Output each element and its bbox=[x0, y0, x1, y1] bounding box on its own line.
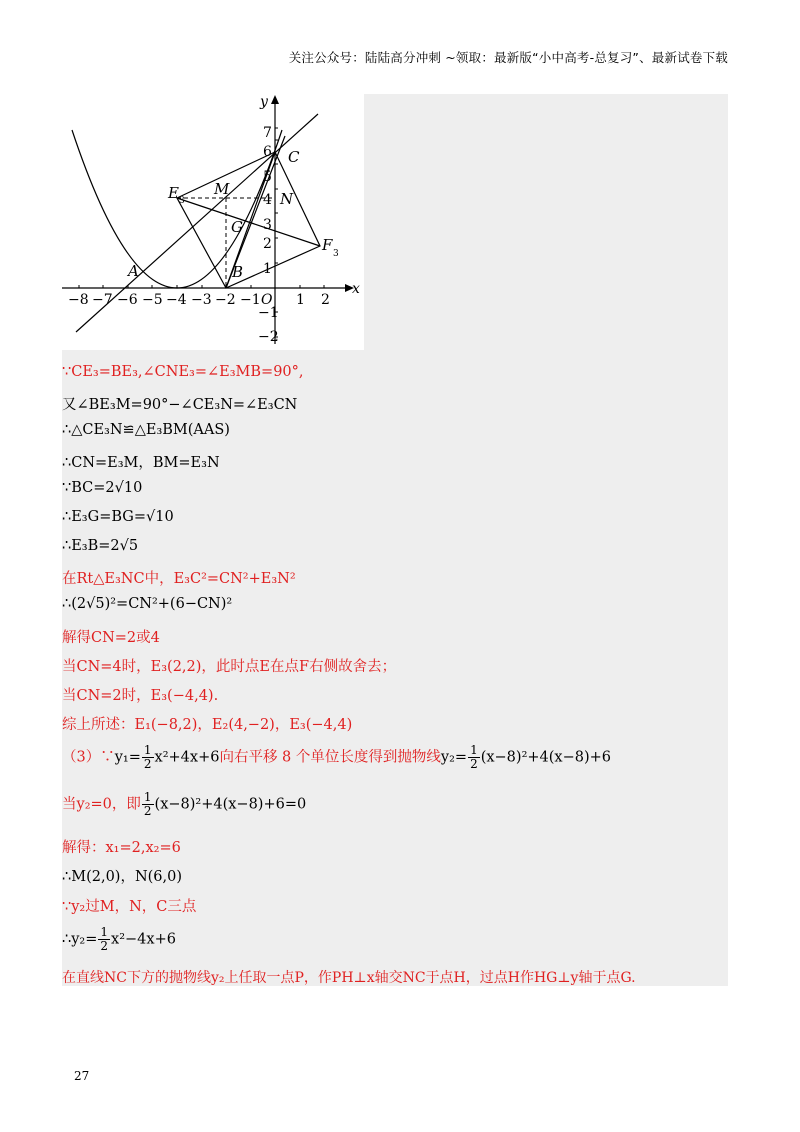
solution-line bbox=[62, 791, 306, 818]
x-tick-label: −4 bbox=[166, 292, 187, 308]
figure-background bbox=[364, 94, 728, 350]
y-tick-label: 7 bbox=[263, 125, 272, 141]
math-text: (x−8)²+4(x−8)+6=0 bbox=[154, 796, 307, 813]
y-tick-label: 2 bbox=[263, 236, 272, 252]
point-f3-subscript: 3 bbox=[333, 249, 339, 259]
x-tick-label: −7 bbox=[92, 292, 113, 308]
solution-line: 解得：x₁=2,x₂=6 bbox=[62, 840, 181, 856]
solution-text: 向右平移 8 个单位长度得到抛物线 bbox=[219, 749, 441, 766]
solution-line: ∴M(2,0)，N(6,0) bbox=[62, 869, 183, 885]
math-text: (x−8)²+4(x−8)+6 bbox=[480, 749, 611, 766]
solution-line: ∴E₃B=2√5 bbox=[62, 538, 139, 554]
y-tick-label: 6 bbox=[263, 144, 272, 160]
point-m-label: M bbox=[214, 180, 230, 198]
fraction-half: $\frac{1}{2}$ bbox=[470, 743, 478, 771]
point-e3-label: E bbox=[168, 184, 179, 202]
x-axis-label: x bbox=[352, 281, 360, 297]
coordinate-figure bbox=[62, 92, 364, 350]
x-tick-label: −5 bbox=[142, 292, 163, 308]
math-text: x²−4x+6 bbox=[111, 931, 176, 948]
solution-line bbox=[62, 567, 296, 588]
quadrilateral-e3cf3b bbox=[177, 152, 320, 288]
point-b-label: B bbox=[232, 263, 244, 281]
solution-line: ∵CE₃=BE₃,∠CNE₃=∠E₃MB=90°, bbox=[62, 364, 304, 380]
y-tick-label: 1 bbox=[263, 261, 272, 277]
x-tick-label: −8 bbox=[68, 292, 89, 308]
solution-line: 综上所述：E₁(−8,2)，E₂(4,−2)，E₃(−4,4) bbox=[62, 717, 353, 733]
y-axis-arrow-icon bbox=[271, 95, 279, 104]
solution-line: 又∠BE₃M=90°−∠CE₃N=∠E₃CN bbox=[62, 397, 298, 413]
page-header: 关注公众号：陆陆高分冲刺 ~领取：最新版“小中高考-总复习”、最新试卷下载 bbox=[288, 50, 728, 65]
math-text: ∴y₂= bbox=[62, 931, 98, 948]
solution-line: 在直线NC下方的抛物线y₂上任取一点P，作PH⊥x轴交NC于点H，过点H作HG⊥y轴于点G. bbox=[62, 970, 636, 986]
y-tick-label: −2 bbox=[258, 329, 279, 345]
solution-line: ∴(2√5)²=CN²+(6−CN)² bbox=[62, 596, 233, 612]
solution-line: ∴E₃G=BG=√10 bbox=[62, 509, 174, 525]
x-tick-label: −2 bbox=[215, 292, 236, 308]
solution-line: 当CN=4时，E₃(2,2)，此时点E在点F右侧故舍去； bbox=[62, 659, 397, 675]
x-tick-label: −3 bbox=[191, 292, 212, 308]
solution-line: 解得CN=2或4 bbox=[62, 630, 160, 646]
point-e3-subscript: 3 bbox=[179, 196, 185, 206]
fraction-half: $\frac{1}{2}$ bbox=[100, 925, 109, 953]
solution-line: ∴CN=E₃M，BM=E₃N bbox=[62, 455, 220, 471]
page-number: 27 bbox=[74, 1069, 90, 1083]
math-text: x²+4x+6 bbox=[154, 749, 220, 766]
solution-line: 当CN=2时，E₃(−4,4). bbox=[62, 688, 219, 704]
solution-line bbox=[62, 744, 611, 771]
point-n-label: N bbox=[280, 190, 294, 208]
solution-line: ∵y₂过M，N，C三点 bbox=[62, 899, 197, 915]
math-text: y₁= bbox=[114, 749, 141, 766]
solution-line: ∵BC=2√10 bbox=[62, 480, 143, 496]
point-c-label: C bbox=[288, 148, 300, 166]
origin-label: O bbox=[261, 292, 273, 308]
y-tick-label: −1 bbox=[258, 305, 279, 321]
solution-text: 当y₂=0，即 bbox=[62, 796, 141, 813]
y-tick-label: 4 bbox=[263, 192, 272, 208]
y-axis-label: y bbox=[260, 94, 268, 110]
parabola-curve bbox=[72, 130, 282, 288]
point-g-label: G bbox=[231, 218, 243, 236]
fraction-half: $\frac{1}{2}$ bbox=[143, 743, 152, 771]
point-f3-label: F bbox=[322, 236, 333, 254]
x-tick-label: 2 bbox=[321, 292, 330, 308]
x-tick-label: 1 bbox=[296, 292, 305, 308]
solution-content bbox=[62, 350, 728, 986]
part-3-marker: （3）∵ bbox=[62, 749, 115, 766]
x-tick-label: −1 bbox=[240, 292, 261, 308]
solution-line: ∴△CE₃N≌△E₃BM(AAS) bbox=[62, 422, 230, 438]
point-a-label: A bbox=[128, 262, 139, 280]
math-text: y₂= bbox=[440, 749, 468, 766]
fraction-half: $\frac{1}{2}$ bbox=[143, 790, 152, 818]
y-tick-label: 5 bbox=[263, 169, 272, 185]
solution-line bbox=[62, 926, 176, 953]
parabola-graph bbox=[62, 92, 364, 350]
y-tick-label: 3 bbox=[263, 217, 272, 233]
solution-text: 在Rt△E₃NC中，E₃C²=CN²+E₃N² bbox=[62, 571, 296, 587]
x-tick-label: −6 bbox=[117, 292, 138, 308]
